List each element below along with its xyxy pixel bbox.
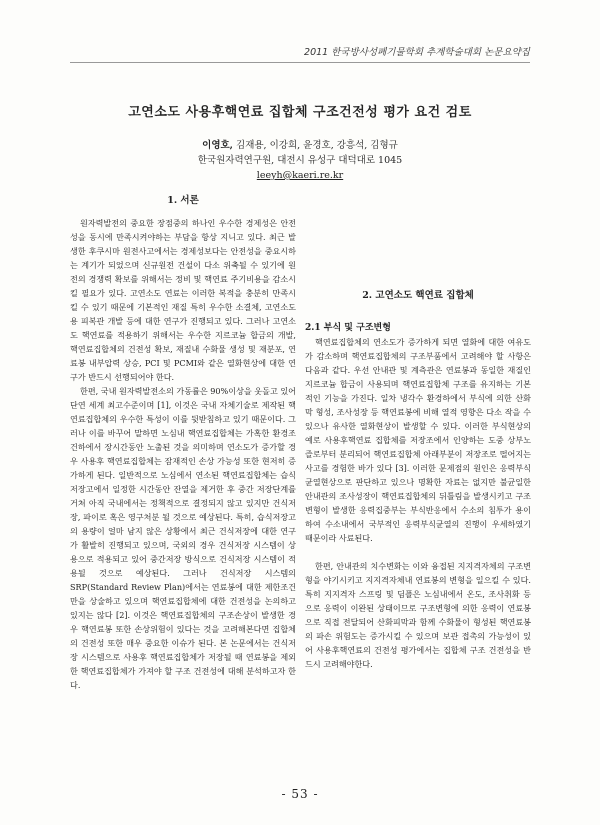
intro-paragraph-1: 원자력발전의 중요한 장점중의 하나인 우수한 경제성은 안전성을 동시에 만족시켜야하는 부담을 항상 지니고 있다. 최근 발생한 후쿠시마 원전사고에서는 경제성보다는 안전성을 중요시하는 계기가 되었으며 신규원전 건설이 다소 위축될 수 있기에 원전의 경쟁력 확보를 위해서는 정비 및 핵연료 주기비용을 감소시킬 필요가 있다. 고연소도 연료는 이러한 복적을 충분히 만족시킬 수 있기 때문에 기본적인 재질 특히 우수한 소결체, 고연소도용 피복관 개발 등에 대한 연구가 진행되고 있다. 그러나 고연소도 핵연료를 적용하기 위해서는 우수한 지르코늄 합금의 개발, 핵연료집합체의 건전성 확보, 재질내 수화물 생성 및 재분포, 연료봉 내부압력 상승, PCI 및 PCMI와 같은 열화현상에 대한 연구가 반드시 선행되어야 한다. [70,218,296,382]
section-heading-2: 2. 고연소도 핵연료 집합체 [362,290,474,301]
right-column [305,194,531,671]
subsection-heading-2-1: 2.1 부식 및 구조변형 [305,323,391,333]
intro-continuation-space [305,194,531,289]
running-header: 2011 한국방사성폐기물학회 추계학술대회 논문요약집 [304,47,530,58]
author-email[interactable]: leeyh@kaeri.re.kr [256,170,344,181]
s2-paragraph-2: 한편, 안내관의 치수변화는 이와 융접된 지지격자체의 구조변형을 야기시키고 지지격자체내 연료봉의 변형을 일으킬 수 있다. 특히 지지격자 스프링 및 딤플은 노심내에서 온도, 조사취화 등으로 응력이 이완된 상태이므로 구조변형에 의한 응력이 연료봉으로 직접 전달되어 산화피막과 함께 수화물이 형성된 핵연료봉의 파손 위험도는 증가시킬 수 있으며 보관 접촉의 가능성이 있어 사용후핵연료의 건전성 평가에서는 집합체 구조 건전성을 반드시 고려해야한다. [305,561,531,669]
left-column [70,194,296,692]
lead-author: 이영호, [202,140,233,151]
page-number: - 53 - [281,787,319,801]
intro-paragraph-2: 한편, 국내 원자력발전소의 가동률은 90%이상을 웃돌고 있어 단연 세계 최고수준이며 [1], 이것은 국내 자체기술로 제작된 핵연료집합체의 우수한 특성이 이를 뒷받침하고 있기 때문이다. 그러나 이를 바꾸어 말하면 노심내 핵연료집합체는 가혹한 환경조건하에서 장시간동안 노출된 것을 의미하며 연소도가 증가할 경우 사용후 핵연료집합체는 잠재적인 손상 가능성 또한 현저히 증가하게 된다. 일반적으로 노심에서 연소된 핵연료집합체는 습식저장고에서 일정한 시간동안 잔열을 제거한 후 중간 저장단계를 거쳐 아직 국내에서는 정책적으로 결정되지 않고 있지만 건식저장, 파이로 혹은 영구처분 될 것으로 예상된다. 특히, 습식저장고의 용량이 얼마 남지 않은 상황에서 최근 건식저장에 대한 연구가 활발히 진행되고 있으며, 국외의 경우 건식저장 시스템이 상용으로 적용되고 있어 중간저장 방식으로 건식저장 시스템이 적용될 것으로 예상된다. 그러나 건식저장 시스템의 SRP(Standard Review Plan)에서는 연료봉에 대한 제한조건만을 상술하고 있으며 핵연료집합체에 대한 건전성을 논의하고 있지는 않다 [2]. 이것은 핵연료집합체의 구조손상이 발생한 경우 핵연료봉 또한 손상위험이 있다는 것을 고려해본다면 집합체의 건전성 또한 매우 중요한 이슈가 된다. 본 논문에서는 건식저장 시스템으로 사용후 핵연료집합체가 저장될 때 연료봉을 제외한 핵연료집합체가 가져야 할 구조 건전성에 대해 분석하고자 한다. [70,386,296,690]
s2-paragraph-1: 핵연료집합체의 연소도가 증가하게 되면 열화에 대한 여유도가 감소하며 핵연료집합체의 구조부품에서 고려해야 할 사항은 다음과 같다. 우선 안내관 및 계측관은 연료봉과 동일한 재질인 지르코늄 합금이 사용되며 핵연료집합체 구조를 유지하는 기본적인 기능을 가진다. 일차 냉각수 환경하에서 부식에 의한 산화막 형성, 조사성장 등 핵연료봉에 비해 열적 영향은 다소 작을 수 있으나 유사한 열화현상이 발생할 수 있다. 이러한 부식현상의 예로 사용후핵연료 집합체를 저장조에서 인양하는 도중 상부노즐로부터 분리되어 핵연료집합체 아래부분이 저장조로 떨어지는 사고를 경험한 바가 있다 [3]. 이러한 문제점의 원인은 응력부식균열현상으로 판단하고 있으나 명확한 자료는 없지만 불균일한 안내관의 조사성장이 핵연료집합체의 뒤틀림을 발생시키고 구조변형이 발생한 응력집중부는 부식반응에서 수소의 침투가 용이하여 수소내에서 국부적인 응력부식균열의 진행이 우세하였기 때문이라 사료된다. [305,337,531,543]
paper-title: 고연소도 사용후핵연료 집합체 구조건전성 평가 요건 검토 [128,105,472,120]
co-authors: 김재용, 이강희, 윤경호, 강흥석, 김형규 [233,140,398,151]
author-block [0,138,600,183]
section-heading-intro: 1. 서론 [167,195,199,206]
header-rule [70,62,530,63]
affiliation: 한국원자력연구원, 대전시 유성구 대덕대로 1045 [197,155,403,166]
